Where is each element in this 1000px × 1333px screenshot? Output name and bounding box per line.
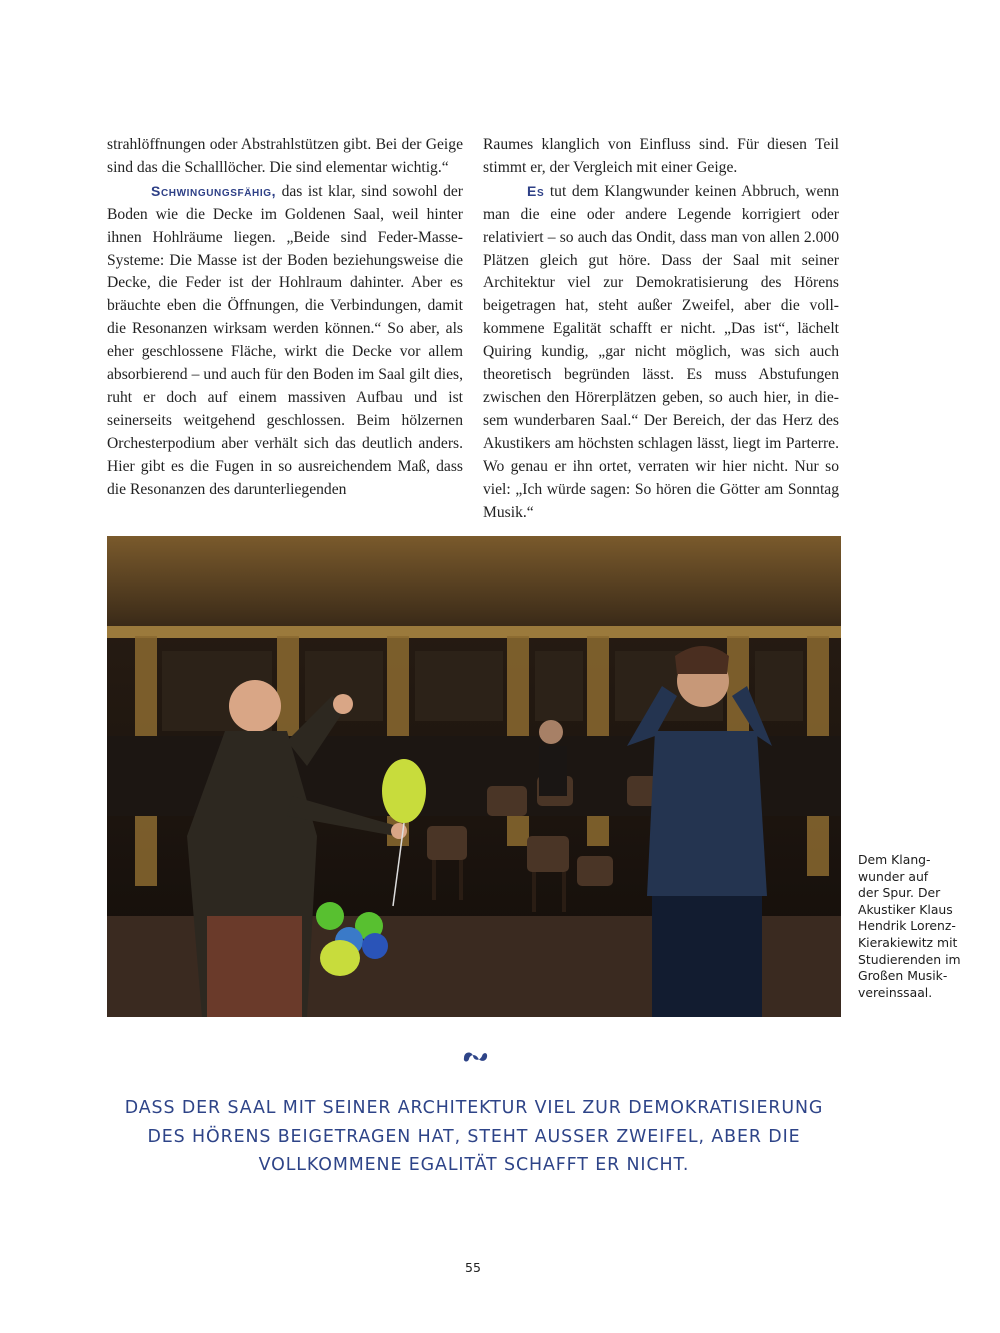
concert-hall-photo — [107, 536, 841, 1017]
paragraph: strahlöffnungen oder Abstrahlstützen gibt. Bei der Geige sind das die Schalllöcher. Die sind elementar wichtig.“ — [107, 136, 463, 176]
paragraph-body: das ist klar, sind sowohl der Boden wie die Decke im Goldenen Saal, weil hinter ihnen Hohlräume liegen. „Beide sind Feder-Masse-Systeme: Die Masse ist der Boden beziehungsweise die Decke, die Feder ist der Hohlraum dahinter. Aber es bräuchte eben die Öffnungen, die Verbindungen, damit die Resonanzen wirksam werden können.“ So aber, als eher geschlossene Fläche, wirkt die Decke vor allem absorbierend – und auch für den Boden im Saal gilt dies, ruht er doch auf einem massiven Aufbau und ist seinerseits weitgehend geschlossen. Beim hölzernen Orchesterpodium aber verhält sich das deutlich anders. Hier gibt es die Fugen in so ausreichendem Maß, dass die Resonanzen des darunterliegenden — [107, 182, 463, 498]
paragraph-lead-word: Schwingungsfähig, — [151, 182, 277, 199]
left-text-column — [107, 134, 463, 502]
right-text-column — [483, 134, 839, 524]
photo-caption: Dem Klang- wunder auf der Spur. Der Akustiker Klaus Hendrik Lorenz- Kierakiewitz mit Studierenden im Großen Musik- vereinssaal. — [858, 852, 961, 1000]
paragraph-body: tut dem Klangwunder keinen Abbruch, wenn man die eine oder andere Legende korrigiert oder relativiert – so auch das Ondit, dass man von allen 2.000 Plätzen gleich gut höre. Dass der Saal mit seiner Architektur viel zur Demokratisierung des Hörens beigetragen hat, steht außer Zweifel, aber die vollkommene Egalität schafft er nicht. „Das ist“, lächelt Quiring kundig, „gar nicht möglich, was sich auch theoretisch begründen lässt. Es muss Abstufungen zwischen den Hörerplätzen geben, so auch hier, in diesem wunderbaren Saal.“ Der Bereich, der das Herz des Akustikers am höchsten schlagen lässt, liegt im Parterre. Wo genau er ihn ortet, verraten wir hier nicht. Nur so viel: „Ich würde sagen: So hören die Götter am Sonntag Musik.“ — [483, 182, 839, 521]
paragraph — [107, 180, 463, 502]
paragraph: Raumes klanglich von Einfluss sind. Für diesen Teil stimmt er, der Vergleich mit einer Geige. — [483, 136, 839, 176]
page-number: 55 — [465, 1260, 481, 1275]
paragraph — [483, 180, 839, 525]
paragraph-lead-word: Es — [527, 182, 545, 199]
swirl-ornament-icon — [460, 1046, 490, 1066]
pull-quote: DASS DER SAAL MIT SEINER ARCHITEKTUR VIEL ZUR DEMOKRATISIERUNG DES HÖRENS BEIGETRAGEN HAT, STEHT AUSSER ZWEIFEL, ABER DIE VOLLKOMMENE EGALITÄT SCHAFFT ER NICHT. — [124, 1098, 824, 1175]
